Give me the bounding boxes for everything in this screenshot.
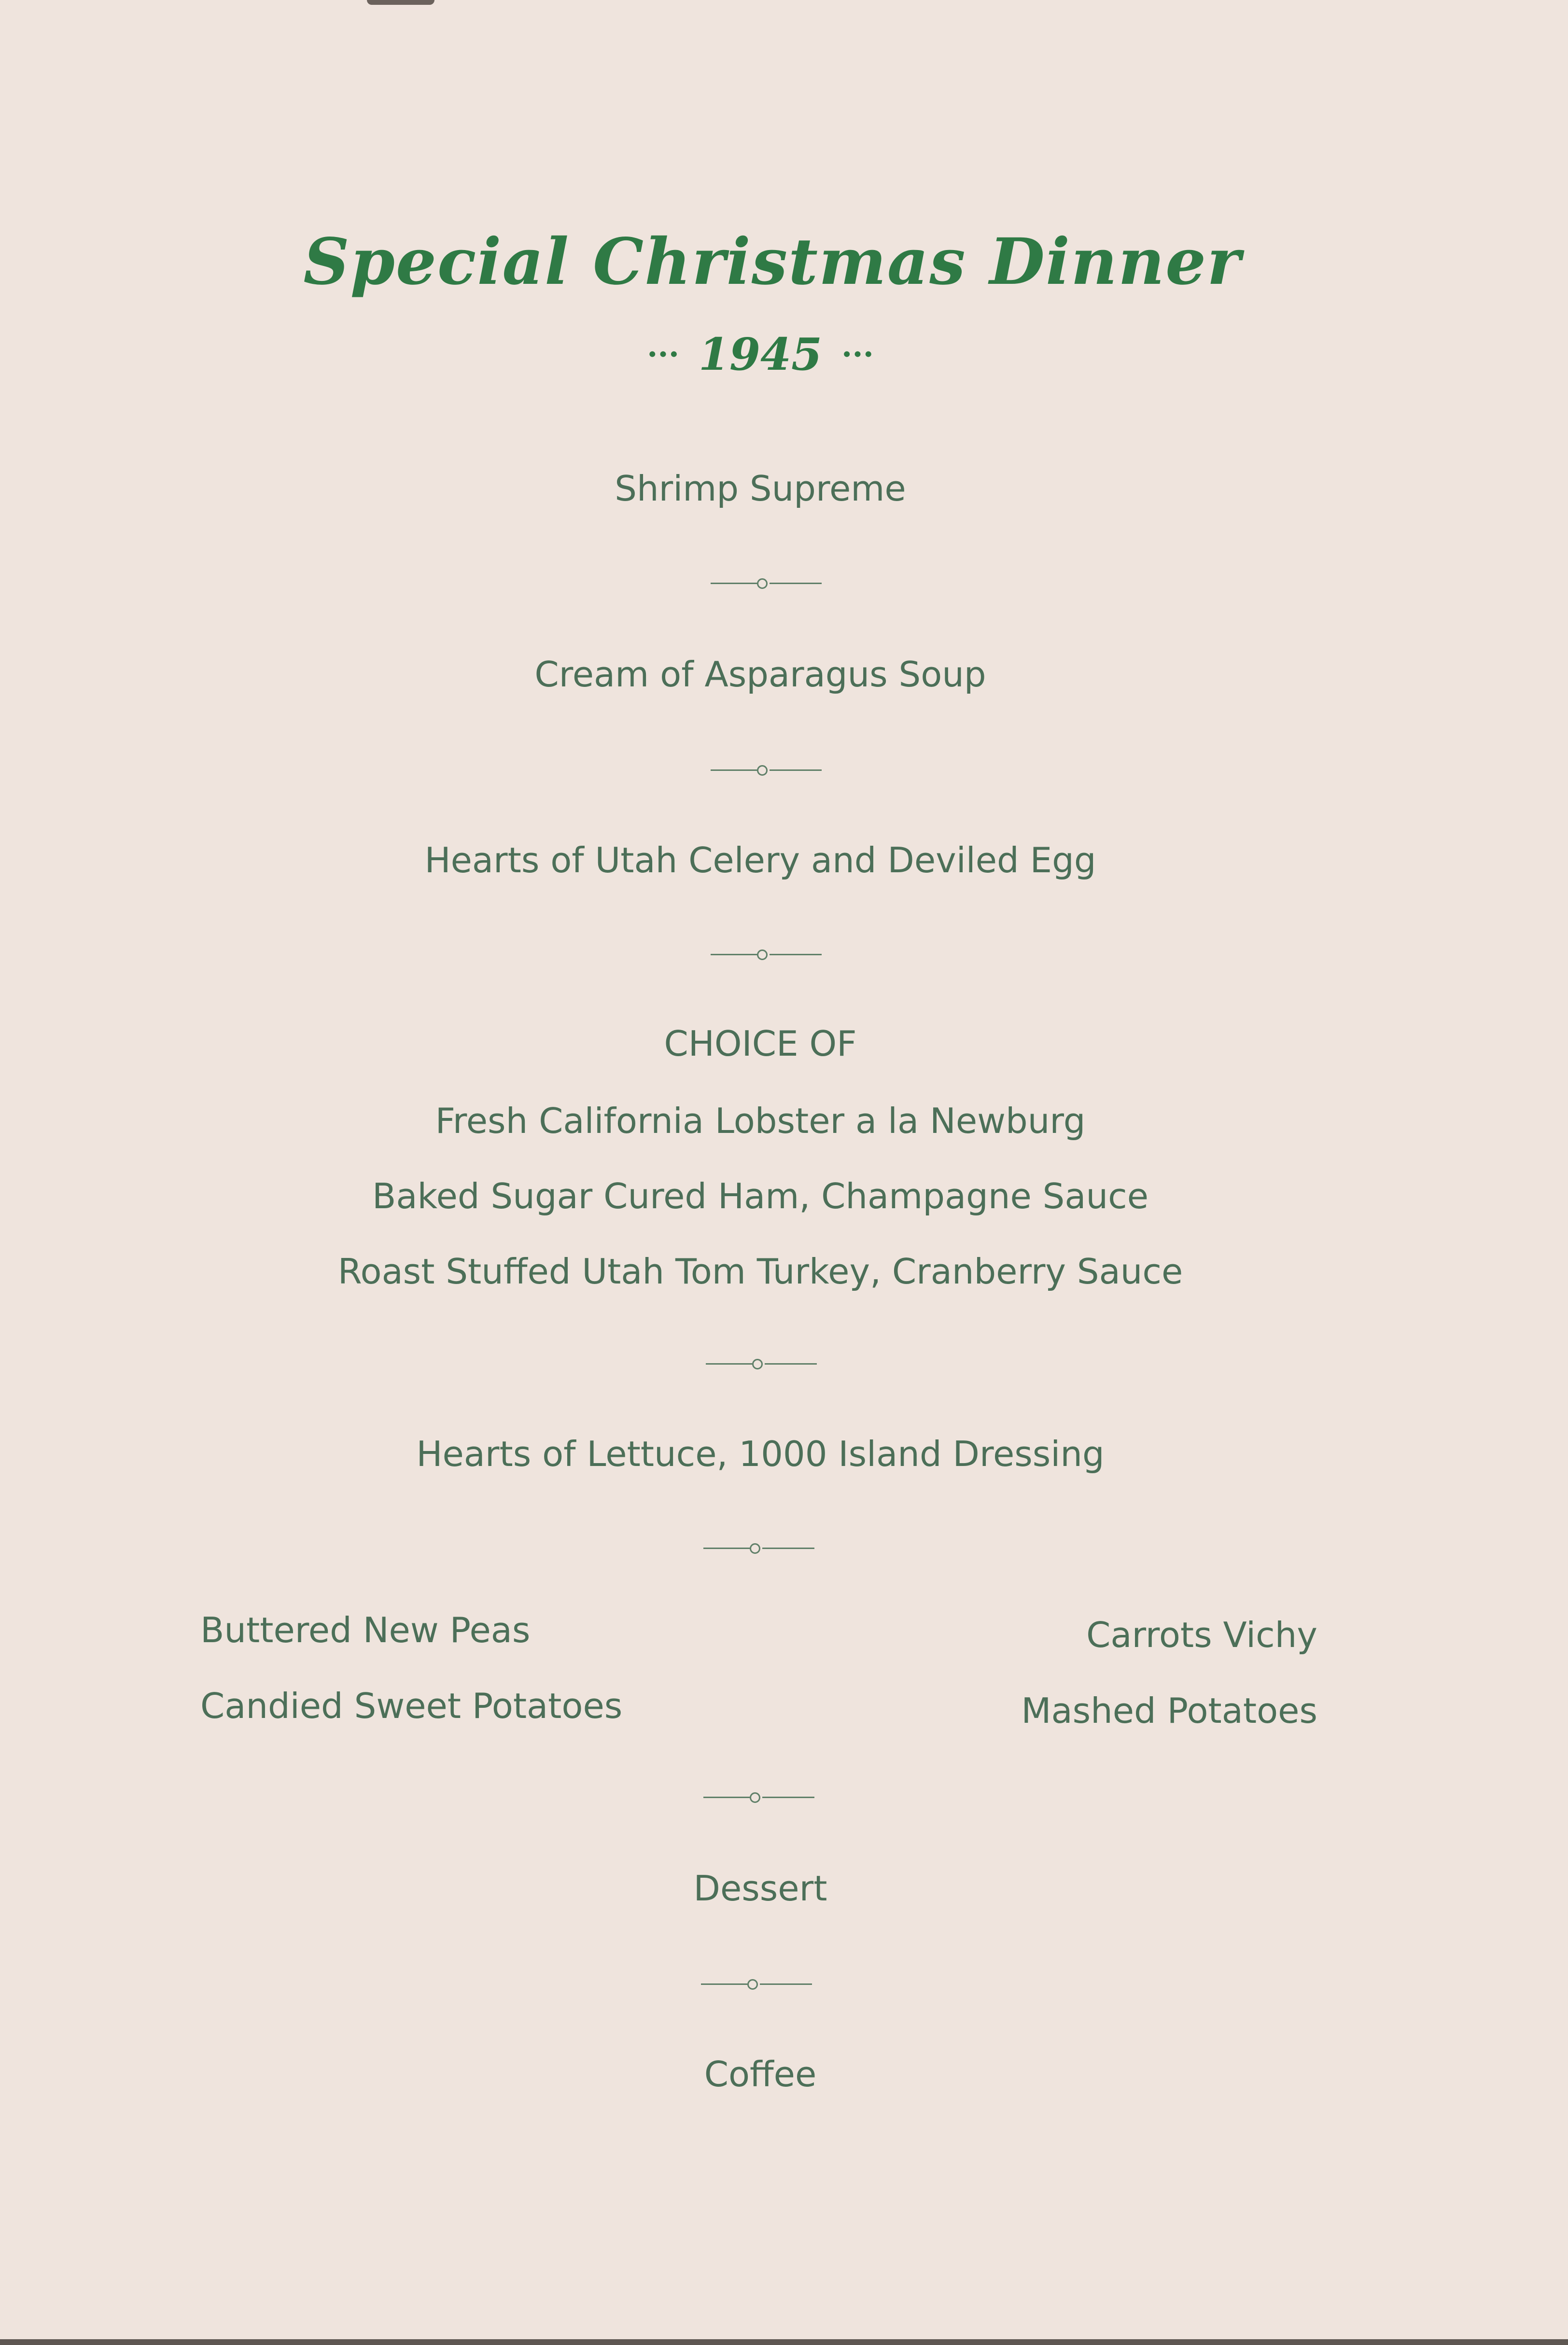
paper-clip-mark bbox=[367, 0, 434, 5]
page-bottom-edge bbox=[0, 2339, 1568, 2345]
divider-5 bbox=[703, 1541, 814, 1555]
divider-3 bbox=[711, 947, 822, 962]
divider-7 bbox=[701, 1977, 812, 1991]
menu-year: 1945 bbox=[698, 328, 823, 380]
course-coffee: Coffee bbox=[704, 2054, 817, 2094]
course-dessert: Dessert bbox=[693, 1868, 827, 1909]
choice-heading: CHOICE OF bbox=[664, 1023, 857, 1064]
choice-turkey: Roast Stuffed Utah Tom Turkey, Cranberry Sauce bbox=[337, 1251, 1183, 1292]
choice-lobster: Fresh California Lobster a la Newburg bbox=[435, 1101, 1086, 1141]
course-celery: Hearts of Utah Celery and Deviled Egg bbox=[424, 840, 1096, 880]
menu-year-line bbox=[0, 328, 1521, 380]
side-carrots: Carrots Vichy bbox=[1086, 1615, 1317, 1655]
year-dots-right: ··· bbox=[841, 336, 874, 373]
divider-6 bbox=[703, 1790, 814, 1804]
side-sweet-potatoes: Candied Sweet Potatoes bbox=[200, 1686, 623, 1726]
course-salad: Hearts of Lettuce, 1000 Island Dressing bbox=[416, 1434, 1105, 1474]
divider-2 bbox=[711, 763, 822, 777]
divider-1 bbox=[711, 576, 822, 590]
year-dots-left: ··· bbox=[647, 336, 679, 373]
course-shrimp: Shrimp Supreme bbox=[615, 468, 906, 509]
course-soup: Cream of Asparagus Soup bbox=[534, 654, 986, 695]
menu-title: Special Christmas Dinner bbox=[303, 224, 1242, 299]
divider-4 bbox=[706, 1356, 817, 1371]
choice-ham: Baked Sugar Cured Ham, Champagne Sauce bbox=[372, 1176, 1148, 1216]
side-mashed-potatoes: Mashed Potatoes bbox=[1021, 1690, 1317, 1731]
side-peas: Buttered New Peas bbox=[200, 1610, 531, 1650]
